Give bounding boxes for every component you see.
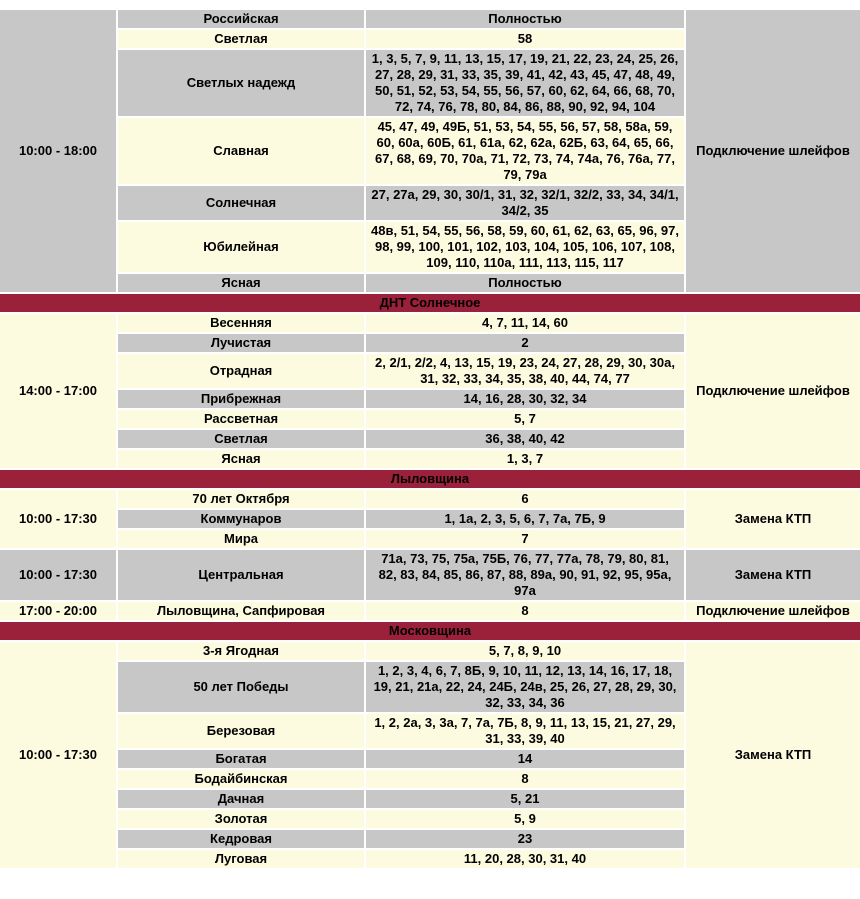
house-numbers-cell: 5, 7 [366,410,686,430]
house-numbers-cell: 1, 3, 7 [366,450,686,470]
house-numbers-cell: 1, 2, 3, 4, 6, 7, 8Б, 9, 10, 11, 12, 13, 14, 16, 17, 18, 19, 21, 21а, 22, 24, 24Б, 24в, 25, 26, 27, 28, 29, 30, 32, 33, 34, 36 [366,662,686,714]
house-numbers-cell: 11, 20, 28, 30, 31, 40 [366,850,686,870]
house-numbers-cell: 14 [366,750,686,770]
street-name-cell: Лыловщина, Сапфировая [118,602,366,622]
work-type-cell: Замена КТП [686,490,860,550]
street-name-cell: Весенняя [118,314,366,334]
street-name-cell: Березовая [118,714,366,750]
street-name-cell: Светлых надежд [118,50,366,118]
house-numbers-cell: 5, 9 [366,810,686,830]
street-name-cell: Светлая [118,430,366,450]
house-numbers-cell: 6 [366,490,686,510]
street-name-cell: Российская [118,10,366,30]
time-range-cell: 10:00 - 17:30 [0,550,118,602]
section-header-row [0,622,860,642]
street-name-cell: Юбилейная [118,222,366,274]
house-numbers-cell: 2 [366,334,686,354]
street-name-cell: Коммунаров [118,510,366,530]
work-type-cell: Подключение шлейфов [686,314,860,470]
street-row [0,10,860,30]
house-numbers-cell: 48в, 51, 54, 55, 56, 58, 59, 60, 61, 62, 63, 65, 96, 97, 98, 99, 100, 101, 102, 103, 104, 105, 106, 107, 108, 109, 110, 110а, 111, 113, 115, 117 [366,222,686,274]
house-numbers-cell: 5, 7, 8, 9, 10 [366,642,686,662]
house-numbers-cell: 45, 47, 49, 49Б, 51, 53, 54, 55, 56, 57, 58, 58а, 59, 60, 60а, 60Б, 61, 61а, 62, 62а, 62Б, 63, 64, 65, 66, 67, 68, 69, 70, 70а, 71, 72, 73, 74, 74а, 76, 76а, 77, 79, 79а [366,118,686,186]
section-header-row [0,294,860,314]
street-row [0,602,860,622]
house-numbers-cell: 14, 16, 28, 30, 32, 34 [366,390,686,410]
house-numbers-cell: 58 [366,30,686,50]
street-name-cell: Ясная [118,450,366,470]
street-name-cell: Богатая [118,750,366,770]
house-numbers-cell: Полностью [366,10,686,30]
house-numbers-cell: 1, 1а, 2, 3, 5, 6, 7, 7а, 7Б, 9 [366,510,686,530]
time-range-cell: 10:00 - 17:30 [0,642,118,870]
street-name-cell: 70 лет Октября [118,490,366,510]
time-range-cell: 14:00 - 17:00 [0,314,118,470]
street-name-cell: 3-я Ягодная [118,642,366,662]
work-type-cell: Замена КТП [686,550,860,602]
street-name-cell: Славная [118,118,366,186]
street-name-cell: Дачная [118,790,366,810]
street-name-cell: Ясная [118,274,366,294]
house-numbers-cell: 1, 3, 5, 7, 9, 11, 13, 15, 17, 19, 21, 22, 23, 24, 25, 26, 27, 28, 29, 31, 33, 35, 39, 41, 42, 43, 45, 47, 48, 49, 50, 51, 52, 53, 54, 55, 56, 57, 60, 62, 64, 66, 68, 70, 72, 74, 76, 78, 80, 84, 86, 88, 90, 92, 94, 104 [366,50,686,118]
street-name-cell: Светлая [118,30,366,50]
house-numbers-cell: 27, 27а, 29, 30, 30/1, 31, 32, 32/1, 32/2, 33, 34, 34/1, 34/2, 35 [366,186,686,222]
street-name-cell: Прибрежная [118,390,366,410]
street-row [0,642,860,662]
street-name-cell: Бодайбинская [118,770,366,790]
house-numbers-cell: 8 [366,602,686,622]
house-numbers-cell: Полностью [366,274,686,294]
street-name-cell: 50 лет Победы [118,662,366,714]
section-title: ДНТ Солнечное [0,294,860,314]
street-row [0,550,860,602]
time-range-cell: 17:00 - 20:00 [0,602,118,622]
schedule-table-body [0,10,860,870]
house-numbers-cell: 36, 38, 40, 42 [366,430,686,450]
house-numbers-cell: 8 [366,770,686,790]
time-range-cell: 10:00 - 18:00 [0,10,118,294]
section-title: Лыловщина [0,470,860,490]
street-name-cell: Отрадная [118,354,366,390]
house-numbers-cell: 2, 2/1, 2/2, 4, 13, 15, 19, 23, 24, 27, 28, 29, 30, 30а, 31, 32, 33, 34, 35, 38, 40, 44, 74, 77 [366,354,686,390]
work-type-cell: Подключение шлейфов [686,10,860,294]
street-name-cell: Солнечная [118,186,366,222]
street-row [0,490,860,510]
street-name-cell: Центральная [118,550,366,602]
street-name-cell: Рассветная [118,410,366,430]
work-type-cell: Замена КТП [686,642,860,870]
street-name-cell: Луговая [118,850,366,870]
house-numbers-cell: 5, 21 [366,790,686,810]
house-numbers-cell: 23 [366,830,686,850]
house-numbers-cell: 71а, 73, 75, 75а, 75Б, 76, 77, 77а, 78, 79, 80, 81, 82, 83, 84, 85, 86, 87, 88, 89а, 90, 91, 92, 95, 95а, 97а [366,550,686,602]
section-header-row [0,470,860,490]
power-outage-schedule-table [0,10,860,870]
street-name-cell: Золотая [118,810,366,830]
street-name-cell: Мира [118,530,366,550]
work-type-cell: Подключение шлейфов [686,602,860,622]
house-numbers-cell: 4, 7, 11, 14, 60 [366,314,686,334]
street-name-cell: Лучистая [118,334,366,354]
time-range-cell: 10:00 - 17:30 [0,490,118,550]
street-name-cell: Кедровая [118,830,366,850]
house-numbers-cell: 1, 2, 2а, 3, 3а, 7, 7а, 7Б, 8, 9, 11, 13, 15, 21, 27, 29, 31, 33, 39, 40 [366,714,686,750]
street-row [0,314,860,334]
section-title: Московщина [0,622,860,642]
house-numbers-cell: 7 [366,530,686,550]
